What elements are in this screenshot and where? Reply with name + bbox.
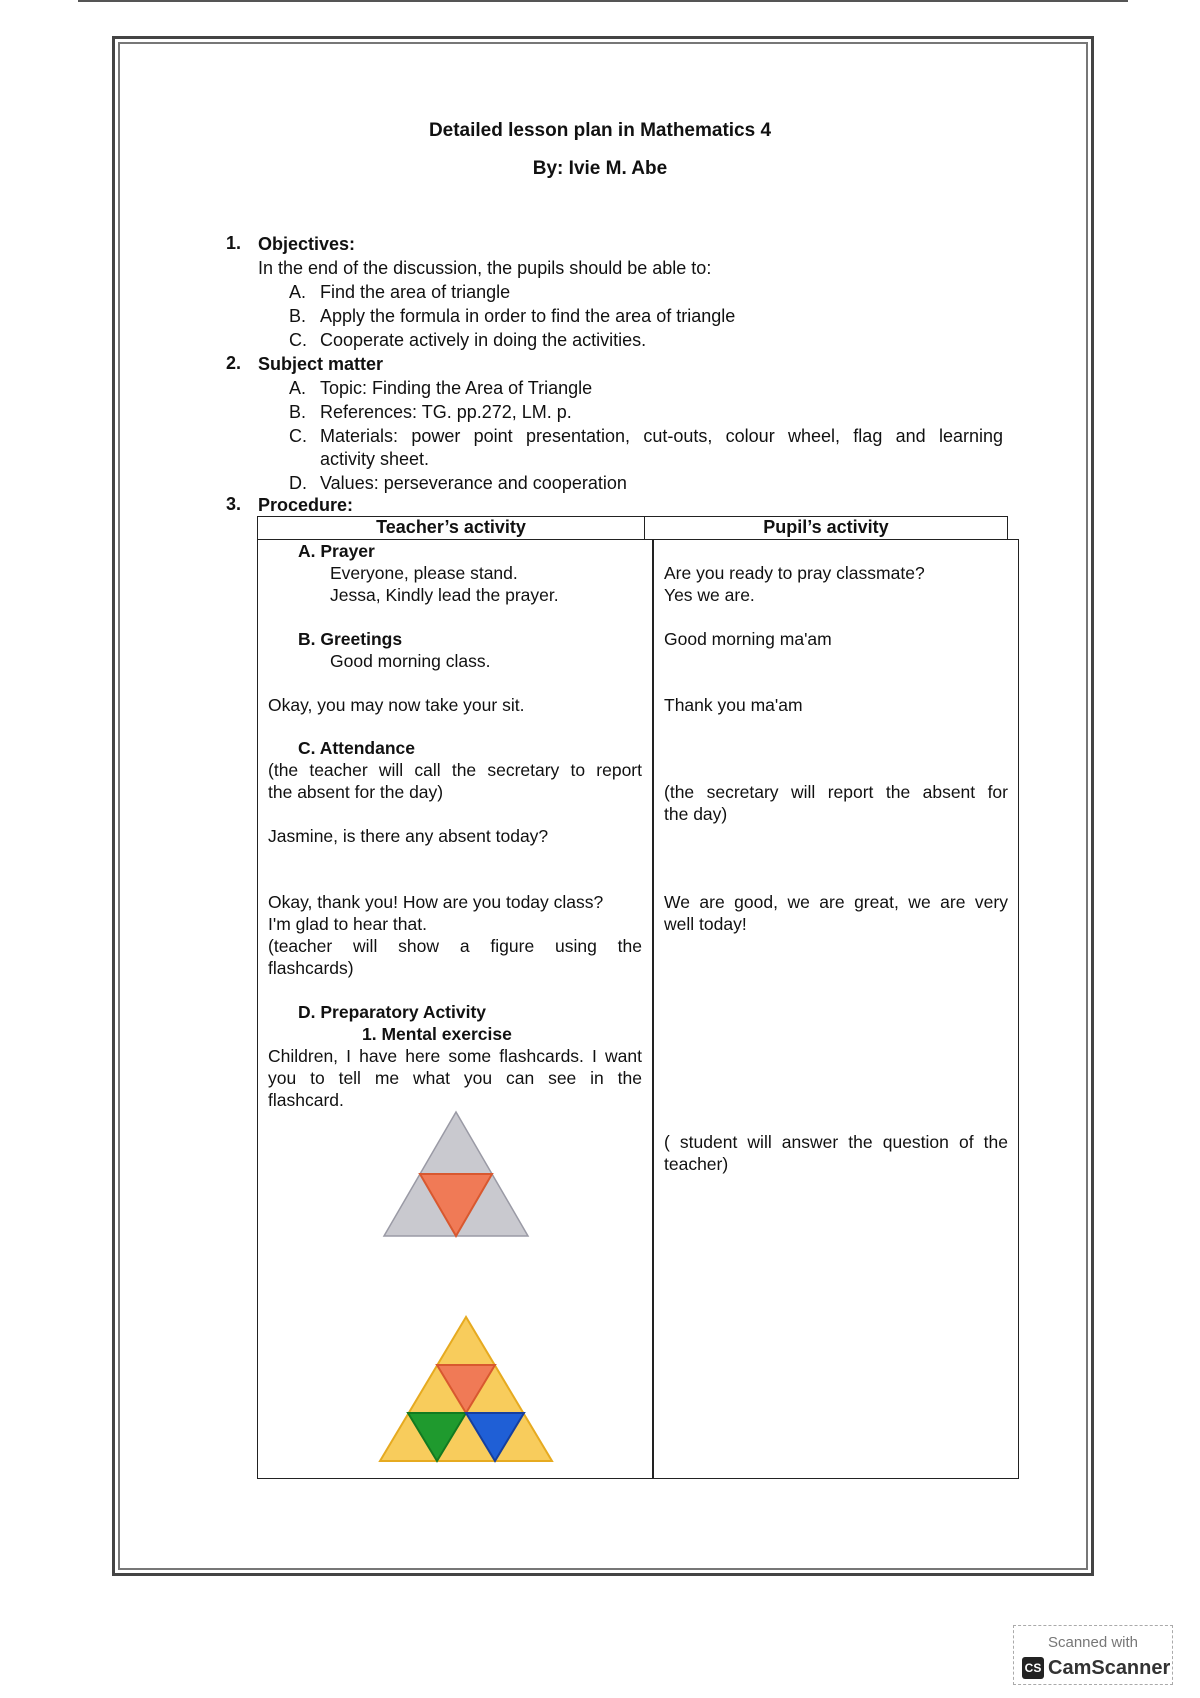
camscanner-badge <box>1013 1625 1173 1685</box>
document-author: By: Ivie M. Abe <box>532 158 668 179</box>
procedure-table-header <box>257 516 1008 540</box>
subject-text: References: TG. pp.272, LM. p. <box>320 402 572 422</box>
objective-letter: C. <box>289 330 307 350</box>
pupil-text: Are you ready to pray classmate? <box>664 563 925 583</box>
objectives-heading: Objectives: <box>258 234 356 254</box>
objective-letter: B. <box>289 306 307 326</box>
teacher-text: flashcard. <box>268 1090 344 1110</box>
scanned-with-label: Scanned with <box>1047 1634 1139 1651</box>
teacher-text: flashcards) <box>268 958 354 978</box>
top-rule <box>78 0 1128 2</box>
mental-exercise-heading: 1. Mental exercise <box>362 1024 512 1044</box>
teacher-text: Jessa, Kindly lead the prayer. <box>330 585 559 605</box>
attendance-heading: C. Attendance <box>298 738 416 758</box>
teacher-text: Okay, you may now take your sit. <box>268 695 525 715</box>
pupil-text: We are good, we are great, we are very <box>664 892 1008 912</box>
teacher-text: the absent for the day) <box>268 782 444 802</box>
subject-letter: B. <box>289 402 307 422</box>
procedure-number: 3. <box>226 494 242 514</box>
objective-letter: A. <box>289 282 307 302</box>
objectives-number: 1. <box>226 233 242 253</box>
subject-letter: C. <box>289 426 307 446</box>
table-column-divider <box>652 539 654 1479</box>
teacher-text: Good morning class. <box>330 651 491 671</box>
teacher-text: you to tell me what you can see in the <box>268 1068 642 1088</box>
subject-text: Values: perseverance and cooperation <box>320 473 627 493</box>
pupil-text: the day) <box>664 804 728 824</box>
subject-number: 2. <box>226 353 242 373</box>
flashcard-triangle-figure-2 <box>378 1315 556 1465</box>
pupil-text: teacher) <box>664 1154 729 1174</box>
flashcard-triangle-figure-1 <box>382 1110 532 1240</box>
preparatory-heading: D. Preparatory Activity <box>298 1002 487 1022</box>
prayer-heading: A. Prayer <box>298 541 375 561</box>
pupil-text: well today! <box>664 914 747 934</box>
subject-letter: A. <box>289 378 307 398</box>
teacher-text: Jasmine, is there any absent today? <box>268 826 549 846</box>
teacher-text: Everyone, please stand. <box>330 563 518 583</box>
teacher-text: Children, I have here some flashcards. I want <box>268 1046 642 1066</box>
subject-text-continued: activity sheet. <box>320 449 430 469</box>
greetings-heading: B. Greetings <box>298 629 403 649</box>
objective-text: Apply the formula in order to find the area of triangle <box>320 306 736 326</box>
pupil-text: ( student will answer the question of the <box>664 1132 1008 1152</box>
subject-text: Materials: power point presentation, cut-outs, colour wheel, flag and learning <box>320 426 1003 446</box>
teacher-text: (the teacher will call the secretary to report <box>268 760 642 780</box>
document-title: Detailed lesson plan in Mathematics 4 <box>428 120 772 141</box>
objectives-intro: In the end of the discussion, the pupils should be able to: <box>258 258 712 278</box>
subject-text: Topic: Finding the Area of Triangle <box>320 378 593 398</box>
camscanner-logo-icon: CS <box>1022 1657 1044 1679</box>
teacher-text: Okay, thank you! How are you today class? <box>268 892 604 912</box>
pupil-text: Thank you ma'am <box>664 695 803 715</box>
pupil-text: Good morning ma'am <box>664 629 832 649</box>
subject-letter: D. <box>289 473 307 493</box>
teacher-text: (teacher will show a figure using the <box>268 936 642 956</box>
objective-text: Cooperate actively in doing the activities. <box>320 330 647 350</box>
pupil-text: Yes we are. <box>664 585 755 605</box>
camscanner-name: CamScanner <box>1048 1657 1171 1679</box>
teacher-text: I'm glad to hear that. <box>268 914 427 934</box>
pupil-text: (the secretary will report the absent for <box>664 782 1008 802</box>
pupil-activity-header: Pupil’s activity <box>763 517 889 537</box>
procedure-heading: Procedure: <box>258 495 354 515</box>
teacher-activity-header: Teacher’s activity <box>258 517 645 539</box>
objective-text: Find the area of triangle <box>320 282 511 302</box>
subject-heading: Subject matter <box>258 354 384 374</box>
